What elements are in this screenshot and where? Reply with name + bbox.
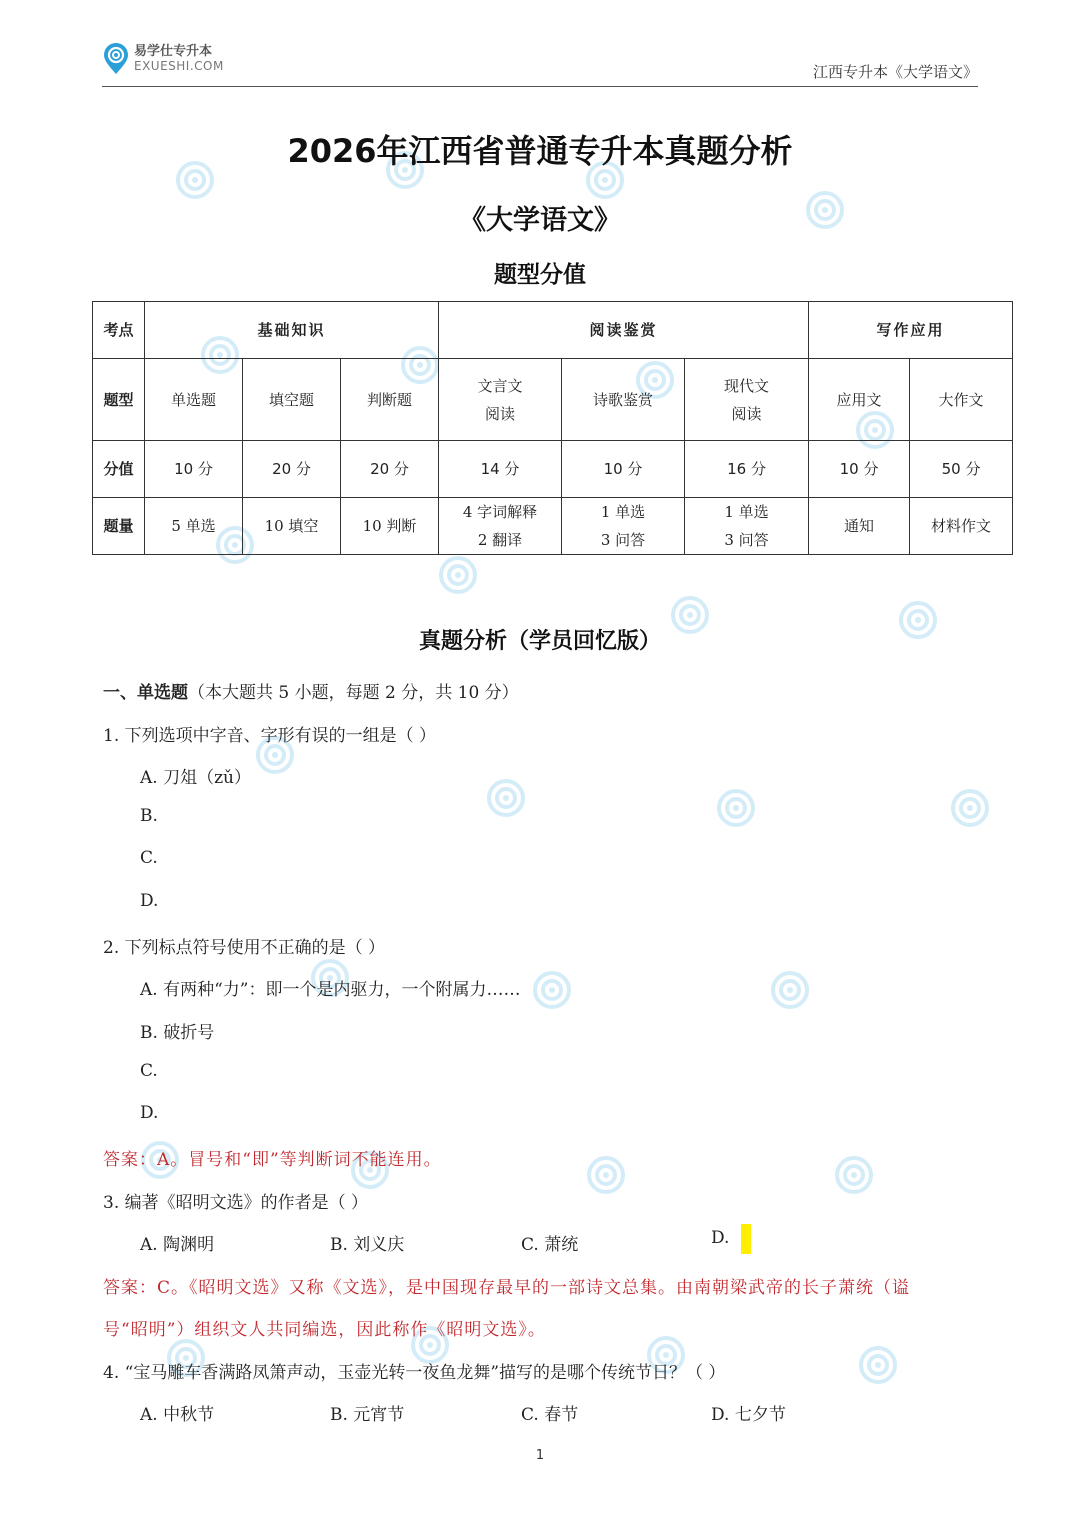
page-number: 1: [535, 1448, 545, 1463]
question-2-option-c: C.: [140, 1061, 158, 1081]
table-cell: 现代文 阅读: [685, 359, 809, 441]
subject-title: 《大学语文》: [459, 205, 621, 236]
highlight-mark: [741, 1224, 751, 1254]
table-cell: 4 字词解释 2 翻译: [439, 498, 562, 555]
question-2-answer: 答案：A。冒号和“即”等判断词不能连用。: [103, 1150, 442, 1170]
question-4-option-b: B. 元宵节: [330, 1405, 405, 1425]
section-title: 真题分析（学员回忆版）: [418, 629, 661, 654]
watermark-logo: [486, 778, 526, 818]
question-3-option-d: D.: [711, 1223, 751, 1254]
question-1-option-a: A. 刀俎（zǔ）: [140, 768, 251, 788]
logo-en-text: EXUESHI.COM: [134, 59, 224, 73]
row-header: 题量: [93, 498, 145, 555]
table-cell: 10 分: [145, 441, 243, 498]
table-cell: 大作文: [910, 359, 1013, 441]
table-row: [93, 498, 1013, 555]
table-cell: 20 分: [243, 441, 341, 498]
question-3-option-c: C. 萧统: [521, 1235, 579, 1255]
table-cell: 16 分: [685, 441, 809, 498]
spiral-logo-icon: [102, 43, 130, 75]
logo-cn-text: 易学仕专升本: [134, 44, 213, 59]
score-table: [92, 301, 1013, 555]
question-3-answer-line2: 号“昭明”）组织文人共同编选，因此称作《昭明文选》。: [103, 1320, 546, 1340]
table-cell: 通知: [809, 498, 910, 555]
table-cell: 填空题: [243, 359, 341, 441]
question-1-stem: 1. 下列选项中字音、字形有误的一组是（ ）: [103, 726, 437, 746]
category-cell: 基础知识: [145, 302, 439, 359]
table-cell: 14 分: [439, 441, 562, 498]
table-cell: 20 分: [341, 441, 439, 498]
question-2-option-b: B. 破折号: [140, 1023, 215, 1043]
page-title: 2026年江西省普通专升本真题分析: [287, 132, 793, 170]
question-3-answer-line1: 答案：C。《昭明文选》又称《文选》，是中国现存最早的一部诗文总集。由南朝梁武帝的长子萧统（谥: [103, 1278, 911, 1298]
question-4-stem: 4. “宝马雕车香满路凤箫声动，玉壶光转一夜鱼龙舞”描写的是哪个传统节日？（ ）: [103, 1363, 726, 1383]
question-1-option-d: D.: [140, 891, 159, 911]
part-heading: [103, 678, 519, 703]
question-1-option-c: C.: [140, 848, 158, 868]
watermark-logo: [716, 788, 756, 828]
question-2-option-a: A. 有两种“力”：即一个是内驱力，一个附属力……: [140, 980, 521, 1000]
watermark-logo: [950, 788, 990, 828]
table-cell: 材料作文: [910, 498, 1013, 555]
watermark-logo: [586, 1155, 626, 1195]
table-cell: 判断题: [341, 359, 439, 441]
watermark-logo: [834, 1155, 874, 1195]
question-3-option-a: A. 陶渊明: [140, 1235, 215, 1255]
question-1-option-b: B.: [140, 806, 158, 826]
table-row: [93, 302, 1013, 359]
table-cell: 10 分: [562, 441, 685, 498]
part-heading-label: 一、单选题: [103, 683, 188, 703]
page-header: [102, 40, 978, 87]
table-cell: 50 分: [910, 441, 1013, 498]
watermark-logo: [532, 970, 572, 1010]
part-heading-note: （本大题共 5 小题，每题 2 分，共 10 分）: [188, 683, 519, 703]
table-cell: 1 单选 3 问答: [562, 498, 685, 555]
table-cell: 单选题: [145, 359, 243, 441]
category-cell: 写作应用: [809, 302, 1013, 359]
table-row: [93, 441, 1013, 498]
table-cell: 文言文 阅读: [439, 359, 562, 441]
row-header: 分值: [93, 441, 145, 498]
watermark-logo: [438, 555, 478, 595]
table-cell: 10 填空: [243, 498, 341, 555]
table-title: 题型分值: [494, 262, 586, 288]
brand-logo: [102, 43, 224, 75]
category-cell: 阅读鉴赏: [439, 302, 809, 359]
table-cell: 10 分: [809, 441, 910, 498]
row-header: 考点: [93, 302, 145, 359]
table-cell: 应用文: [809, 359, 910, 441]
watermark-logo: [858, 1345, 898, 1385]
question-3-option-b: B. 刘义庆: [330, 1235, 405, 1255]
question-2-option-d: D.: [140, 1103, 159, 1123]
question-3-stem: 3. 编著《昭明文选》的作者是（ ）: [103, 1193, 369, 1213]
question-4-option-c: C. 春节: [521, 1405, 579, 1425]
question-4-option-a: A. 中秋节: [140, 1405, 215, 1425]
header-subject: 江西专升本《大学语文》: [812, 63, 978, 81]
table-cell: 5 单选: [145, 498, 243, 555]
watermark-logo: [770, 970, 810, 1010]
table-cell: 10 判断: [341, 498, 439, 555]
row-header: 题型: [93, 359, 145, 441]
table-cell: 诗歌鉴赏: [562, 359, 685, 441]
question-2-stem: 2. 下列标点符号使用不正确的是（ ）: [103, 938, 386, 958]
table-cell: 1 单选 3 问答: [685, 498, 809, 555]
question-4-option-d: D. 七夕节: [711, 1405, 786, 1425]
table-row: [93, 359, 1013, 441]
